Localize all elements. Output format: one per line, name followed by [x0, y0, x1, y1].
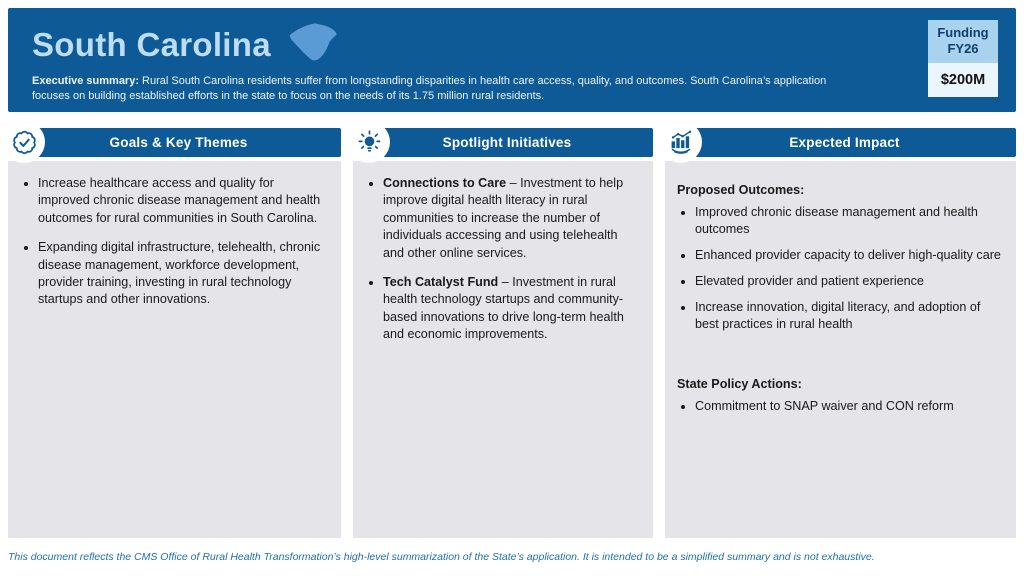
goals-panel — [8, 161, 341, 538]
proposed-outcomes-heading: Proposed Outcomes: — [677, 183, 805, 197]
list-item — [383, 175, 641, 262]
list-item: • Enhanced provider capacity to deliver high-quality care — [695, 247, 1004, 264]
executive-summary-label: Executive summary: — [32, 75, 139, 87]
list-item: • Improved chronic disease management and health outcomes — [695, 204, 1004, 238]
column-title-impact: Expected Impact — [789, 135, 900, 150]
funding-box — [928, 20, 998, 97]
initiative-name: Connections to Care — [383, 176, 507, 190]
funding-label-line1: Funding — [937, 25, 989, 40]
list-item — [383, 274, 641, 344]
initiative-description: – Investment in rural health technology startups and community-based innovations to drive long-term health and economic improvements. — [383, 274, 624, 341]
funding-amount: $200M — [928, 63, 998, 97]
chart-growth-icon — [660, 121, 702, 163]
column-title-goals: Goals & Key Themes — [109, 135, 248, 150]
executive-summary-text: Rural South Carolina residents suffer from longstanding disparities in health care access, quality, and outcomes. South Carolina’s application focuses on building established efforts in the state to focus on the needs of its 1.75 million rural residents. — [32, 75, 827, 103]
list-item: • Expanding digital infrastructure, telehealth, chronic disease management, workforce development, provider training, investing in rural technology startups and other innovations. — [38, 239, 329, 309]
executive-summary — [32, 74, 844, 105]
spotlight-list — [363, 175, 641, 343]
list-item: • Increase innovation, digital literacy, and adoption of best practices in rural health — [695, 299, 1004, 333]
state-policy-actions-list — [675, 398, 1004, 415]
column-spotlight-initiatives — [353, 128, 653, 538]
title-row — [32, 20, 339, 69]
state-silhouette-south-carolina-icon — [287, 20, 339, 69]
lightbulb-icon — [348, 121, 390, 163]
goals-list — [18, 175, 329, 309]
initiative-name: Tech Catalyst Fund — [383, 274, 499, 289]
disclaimer-note: This document reflects the CMS Office of Rural Health Transformation’s high-level summarization of the State’s application. It is intended to be a simplified summary and is not exhaustive. — [8, 551, 875, 563]
list-item: • Elevated provider and patient experience — [695, 273, 1004, 290]
header-band — [8, 8, 1016, 112]
column-title-spotlight: Spotlight Initiatives — [442, 135, 572, 150]
spotlight-panel — [353, 161, 653, 538]
list-item: • Commitment to SNAP waiver and CON reform — [695, 398, 1004, 415]
state-policy-actions-heading: State Policy Actions: — [677, 377, 802, 391]
badge-check-icon — [3, 121, 45, 163]
funding-label-line2: FY26 — [947, 41, 979, 57]
page-title: South Carolina — [32, 25, 271, 63]
list-item: • Increase healthcare access and quality for improved chronic disease management and health outcomes for rural communities in South Carolina. — [38, 175, 329, 227]
funding-label — [928, 20, 998, 63]
column-header-spotlight — [361, 128, 653, 157]
column-expected-impact — [665, 128, 1016, 538]
initiative-description: – Investment to help improve digital health literacy in rural communities to increase the number of individuals accessing and using telehealth and other online services. — [383, 176, 624, 260]
proposed-outcomes-list — [675, 204, 1004, 333]
column-goals-key-themes — [8, 128, 341, 538]
impact-panel — [665, 161, 1016, 538]
column-header-impact — [673, 128, 1016, 157]
column-header-goals — [16, 128, 341, 157]
